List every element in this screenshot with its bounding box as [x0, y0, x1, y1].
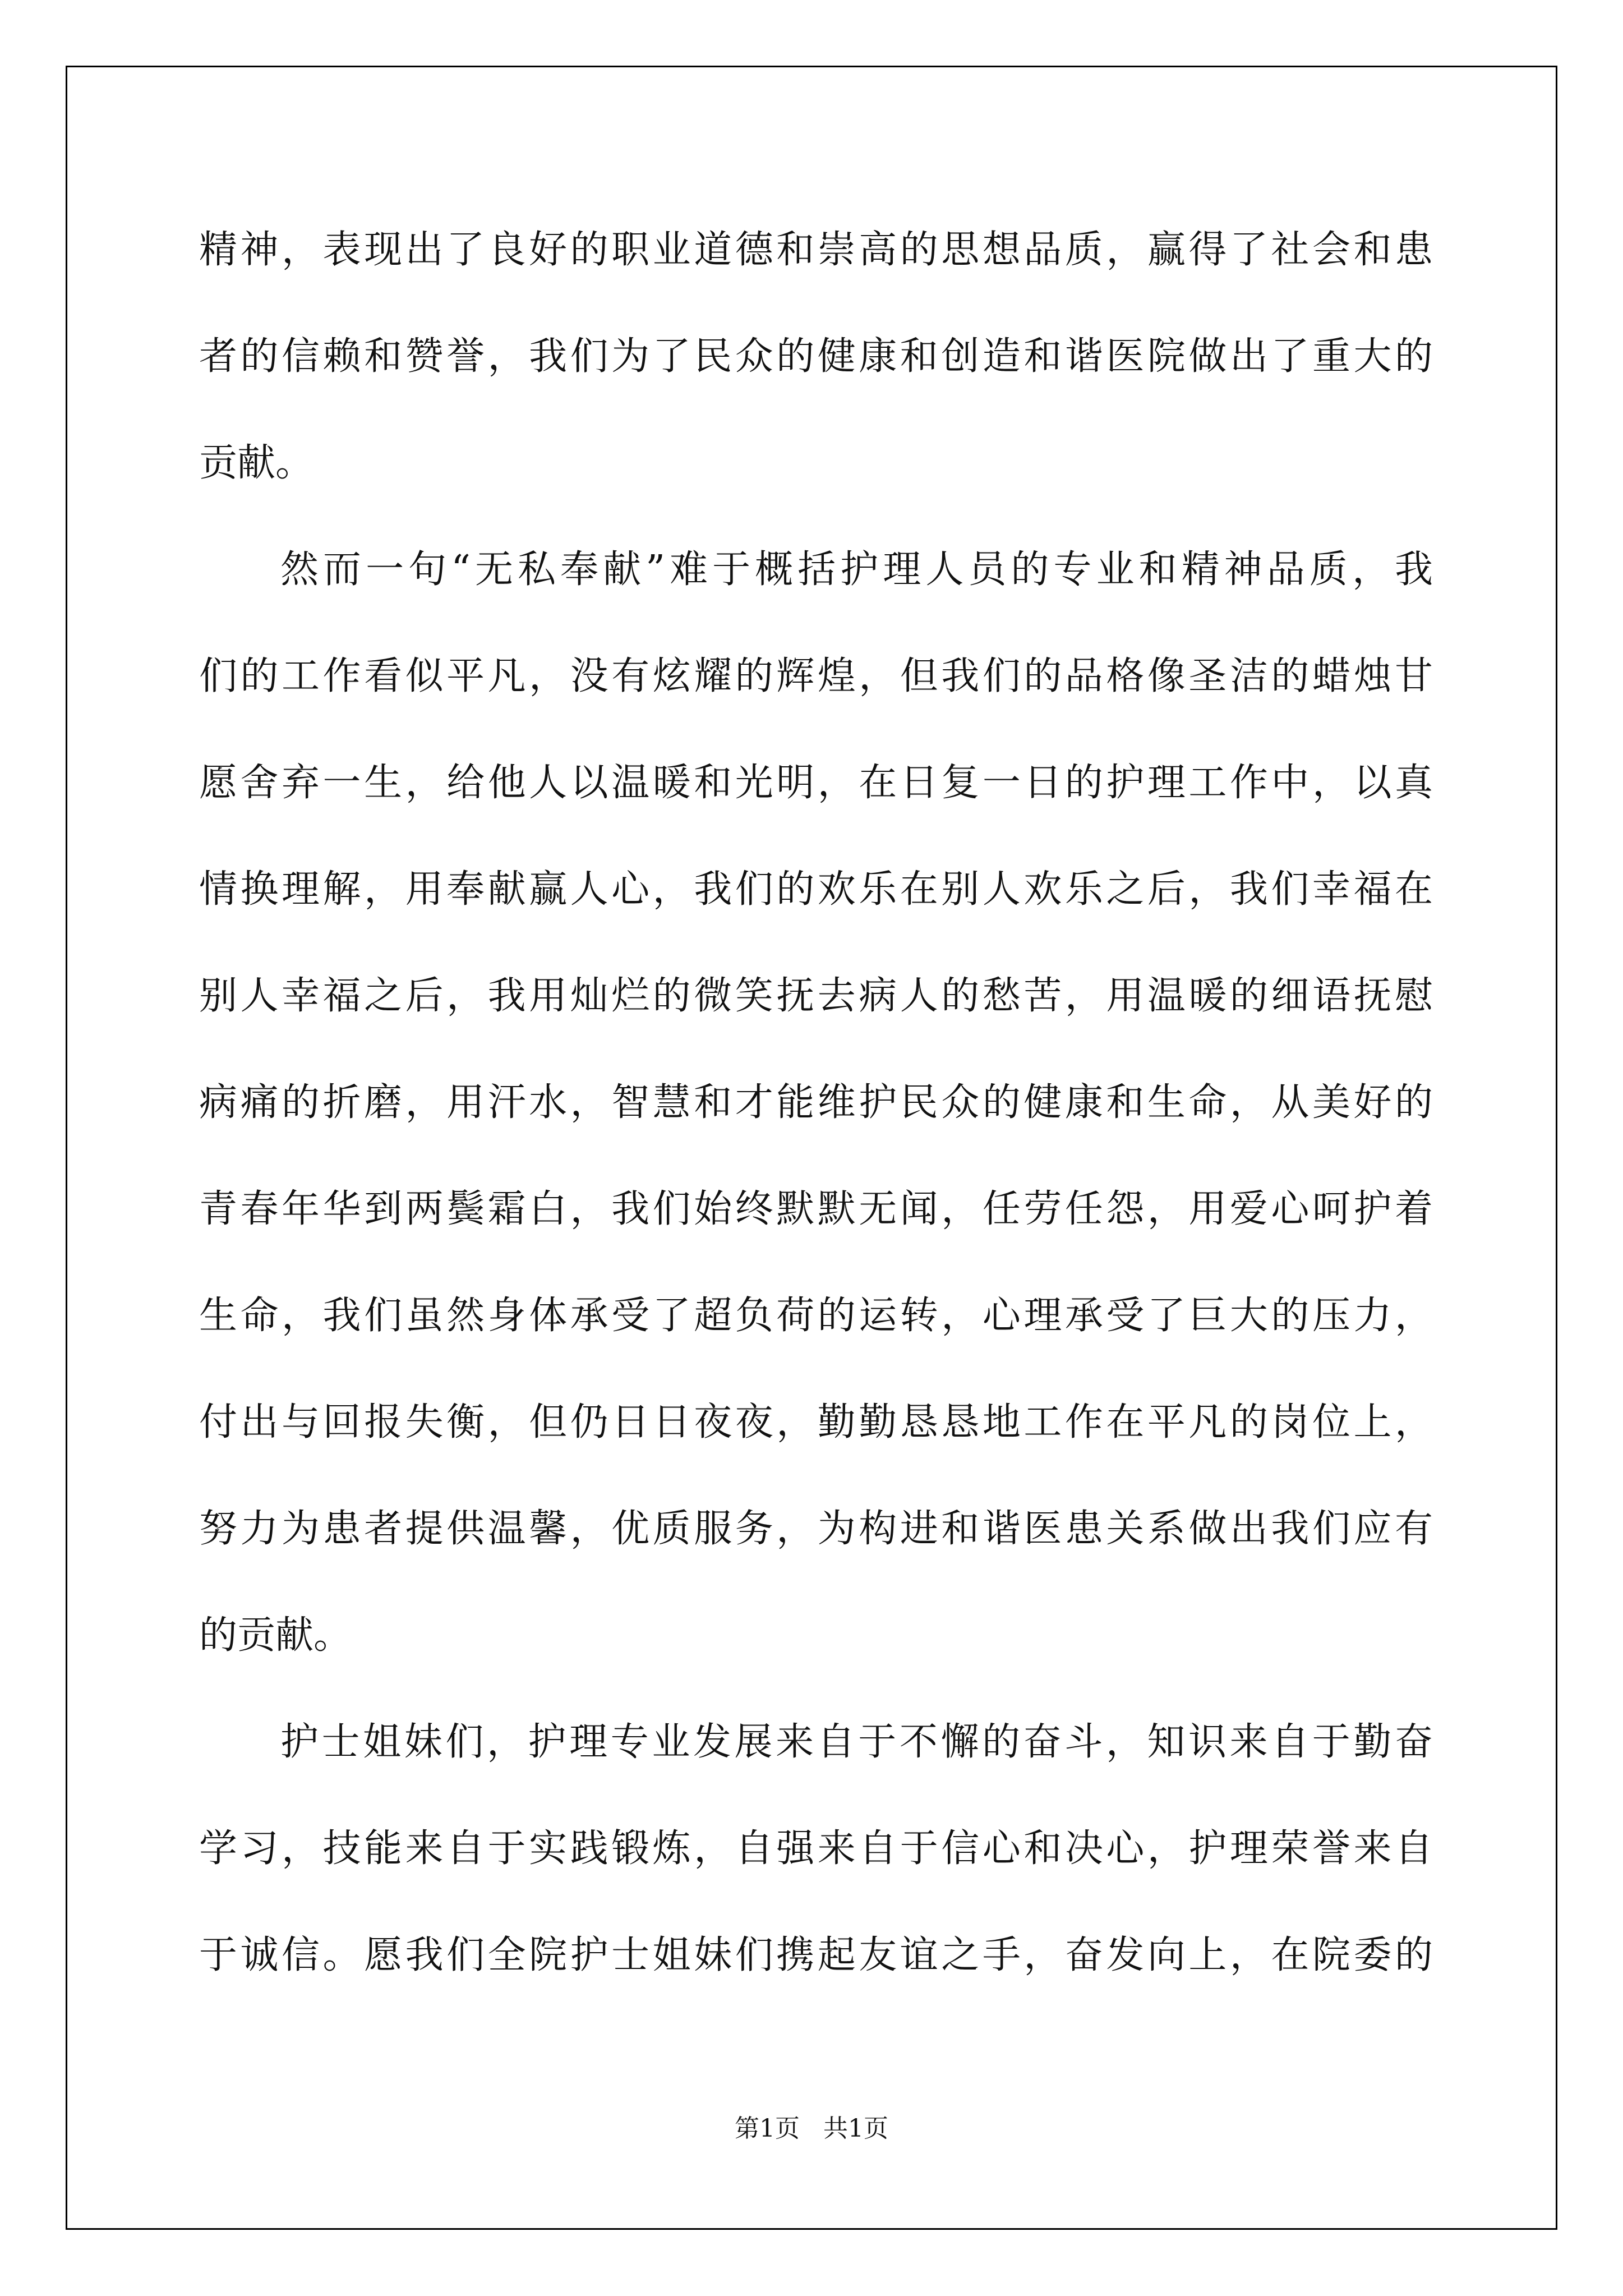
paragraph-line: 生命，我们虽然身体承受了超负荷的运转，心理承受了巨大的压力，	[199, 1294, 1433, 1338]
paragraph-line: 愿舍弃一生，给他人以温暖和光明，在日复一日的护理工作中，以真	[199, 761, 1433, 805]
page-number-footer: 第1页 共1页	[735, 2114, 888, 2143]
paragraph-line: 付出与回报失衡，但仍日日夜夜，勤勤恳恳地工作在平凡的岗位上，	[199, 1400, 1433, 1444]
paragraph-line: 护士姐妹们，护理专业发展来自于不懈的奋斗，知识来自于勤奋	[280, 1720, 1433, 1764]
paragraph-line: 们的工作看似平凡，没有炫耀的辉煌，但我们的品格像圣洁的蜡烛甘	[199, 654, 1433, 698]
paragraph-line: 贡献。	[199, 441, 314, 485]
paragraph-line: 别人幸福之后，我用灿烂的微笑抚去病人的愁苦，用温暖的细语抚慰	[199, 974, 1433, 1018]
paragraph-line: 学习，技能来自于实践锻炼，自强来自于信心和决心，护理荣誉来自	[199, 1826, 1433, 1871]
paragraph-line: 者的信赖和赞誉，我们为了民众的健康和创造和谐医院做出了重大的	[199, 334, 1433, 379]
paragraph-line: 青春年华到两鬓霜白，我们始终默默无闻，任劳任怨，用爱心呵护着	[199, 1187, 1433, 1231]
paragraph-line: 努力为患者提供温馨，优质服务，为构进和谐医患关系做出我们应有	[199, 1507, 1433, 1551]
paragraph-line: 病痛的折磨，用汗水，智慧和才能维护民众的健康和生命，从美好的	[199, 1080, 1433, 1125]
paragraph-line: 的贡献。	[199, 1613, 352, 1658]
paragraph-line: 精神，表现出了良好的职业道德和崇高的思想品质，赢得了社会和患	[199, 228, 1433, 272]
paragraph-line: 情换理解，用奉献赢人心，我们的欢乐在别人欢乐之后，我们幸福在	[199, 867, 1433, 912]
paragraph-line: 然而一句“无私奉献”难于概括护理人员的专业和精神品质，我	[280, 547, 1433, 592]
paragraph-line: 于诚信。愿我们全院护士姐妹们携起友谊之手，奋发向上，在院委的	[199, 1933, 1433, 1977]
